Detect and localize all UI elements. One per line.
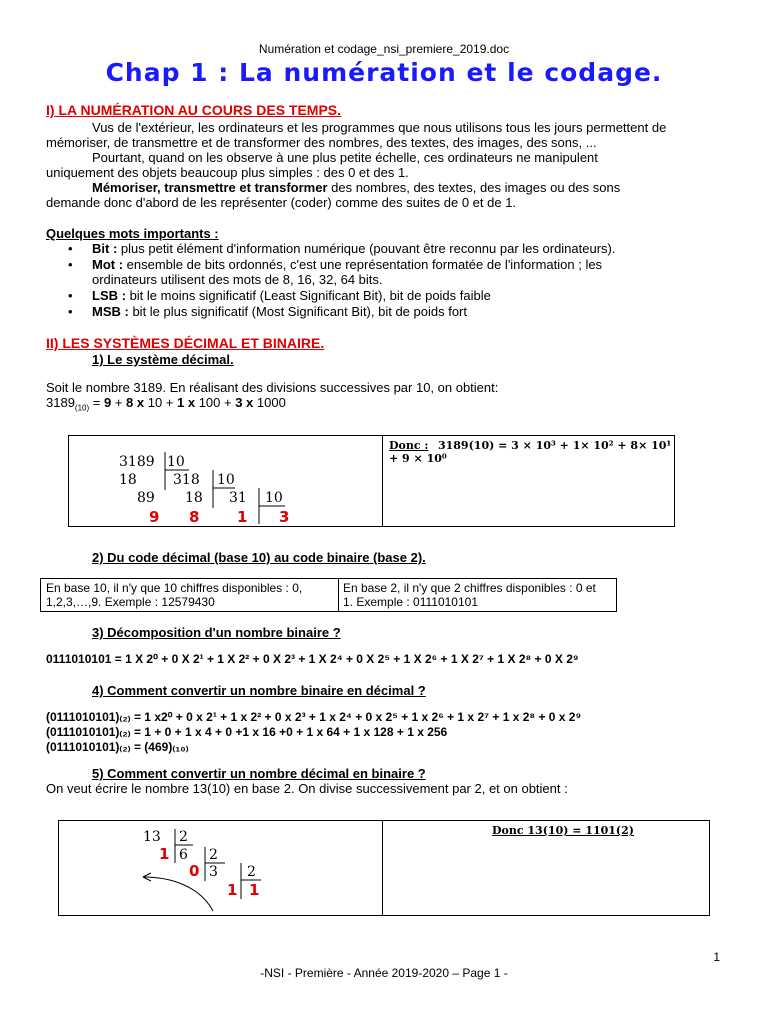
subsection-1-formula [46,395,286,413]
div-num: 3189 [119,454,155,470]
term-def: bit le plus significatif (Most Significant Bit), bit de poids fort [128,304,467,319]
term-label: Mot : [92,257,124,272]
terms-heading: Quelques mots importants : [46,226,219,241]
base-2-cell [343,581,596,609]
para-3b: demande donc d'abord de les représenter (coder) comme des suites de 0 et de 1. [46,195,517,210]
table-divider [338,579,339,611]
subsection-3-formula: 0111010101 = 1 X 2⁰ + 0 X 2¹ + 1 X 2² + 0 X 2³ + 1 X 2⁴ + 0 X 2⁵ + 1 X 2⁶ + 1 X 2⁷ + 1 X 2⁸ + 0 X 2⁹ [46,652,579,666]
subsection-4-lines [46,710,581,755]
binary-division-table [58,820,710,916]
term-label: Bit : [92,241,118,256]
formula-term: 1 x [177,395,196,410]
division-diagram-binary [129,825,349,913]
div-digit: 1 [159,845,170,863]
para-2b: uniquement des objets beaucoup plus simples : des 0 et des 1. [46,165,409,180]
document-title: Chap 1 : La numération et le codage. [105,58,663,87]
div-num: 3 [209,864,218,880]
para-1b: mémoriser, de transmettre et de transformer des nombres, des textes, des images, des sons, ... [46,135,597,150]
para-3 [46,180,736,195]
div-digit: 3 [279,508,290,524]
term-label: LSB : [92,288,126,303]
formula-op: 100 + [195,395,236,410]
formula-op: + [111,395,127,410]
div-num: 89 [137,490,155,506]
cell-line: En base 10, il n'y que 10 chiffres disponibles : 0, [46,581,303,595]
para-3-rest: des nombres, des textes, des images ou des sons [327,180,621,195]
donc-1-formula: 3189(10) = 3 × 10³ + 1× 10² + 8× 10¹ + 9 × 10⁰ [389,439,672,465]
div-digit: 9 [149,508,160,524]
div-digit: 8 [189,508,200,524]
term-def: bit le moins significatif (Least Significant Bit), bit de poids faible [125,288,491,303]
division-diagram-decimal [109,450,349,524]
bullet-icon: • [68,288,73,303]
table-divider [382,821,383,915]
div-num: 2 [179,829,188,845]
conversion-line: (0111010101)₍₂₎ = (469)₍₁₀₎ [46,740,189,754]
page-footer: -NSI - Première - Année 2019-2020 – Page 1 - [260,966,508,980]
div-num: 31 [229,490,247,506]
section-2-heading: II) LES SYSTÈMES DÉCIMAL ET BINAIRE. [46,335,325,351]
bullet-icon: • [68,257,73,272]
formula-op: 1000 [253,395,286,410]
formula-number: 3189 [46,395,75,410]
cell-line: En base 2, il n'y que 2 chiffres disponibles : 0 et [343,581,596,595]
conversion-line: (0111010101)₍₂₎ = 1 x2⁰ + 0 x 2¹ + 1 x 2² + 0 x 2³ + 1 x 2⁴ + 0 x 2⁵ + 1 x 2⁶ + 1 x 2⁷ + 1 x 2⁸ + 0 x 2⁹ [46,710,582,724]
term-label: MSB : [92,304,129,319]
para-2: Pourtant, quand on les observe à une plus petite échelle, ces ordinateurs ne manipulent [92,150,598,165]
div-num: 6 [179,847,188,863]
div-num: 10 [265,490,283,506]
subsection-2-heading: 2) Du code décimal (base 10) au code binaire (base 2). [92,550,426,565]
subsection-1-text: Soit le nombre 3189. En réalisant des divisions successives par 10, on obtient: [46,380,499,395]
div-num: 318 [173,472,200,488]
div-num: 18 [185,490,203,506]
bases-table [40,578,617,612]
donc-1-label: Donc : [389,439,429,452]
donc-1 [389,439,674,465]
div-num: 2 [209,847,218,863]
formula-base: (10) [74,403,90,413]
div-num: 18 [119,472,137,488]
bullet-icon: • [68,304,73,319]
div-digit: 1 [227,881,238,899]
document-filename: Numération et codage_nsi_premiere_2019.doc [258,42,510,56]
formula-eq: = [89,395,104,410]
div-num: 13 [143,829,161,845]
formula-term: 3 x [235,395,254,410]
formula-op: 10 + [144,395,178,410]
conversion-line: (0111010101)₍₂₎ = 1 + 0 + 1 x 4 + 0 +1 x 16 +0 + 1 x 64 + 1 x 128 + 1 x 256 [46,725,448,739]
section-1-heading: I) LA NUMÉRATION AU COURS DES TEMPS. [46,102,342,118]
formula-term: 9 [103,395,112,410]
page-number: 1 [713,950,720,964]
subsection-4-heading: 4) Comment convertir un nombre binaire en décimal ? [92,683,426,698]
cell-line: 1. Exemple : 0111010101 [343,595,478,609]
decimal-division-table [68,435,675,527]
para-1: Vus de l'extérieur, les ordinateurs et les programmes que nous utilisons tous les jours permettent de [92,120,667,135]
formula-term: 8 x [126,395,145,410]
section-1-body [46,120,736,210]
table-divider [382,436,383,526]
term-def: plus petit élément d'information numérique (pouvant être reconnu par les ordinateurs). [117,241,616,256]
div-num: 10 [217,472,235,488]
term-bit [46,241,736,256]
donc-2: Donc 13(10) = 1101(2) [492,824,634,837]
subsection-1-heading: 1) Le système décimal. [92,352,234,367]
cell-line: 1,2,3,…,9. Exemple : 12579430 [46,595,215,609]
div-num: 10 [167,454,185,470]
subsection-5-heading: 5) Comment convertir un nombre décimal en binaire ? [92,766,426,781]
term-def: ensemble de bits ordonnés, c'est une représentation formatée de l'information ; les [123,257,603,272]
bullet-icon: • [68,241,73,256]
terms-list [46,241,736,320]
subsection-3-heading: 3) Décomposition d'un nombre binaire ? [92,625,341,640]
div-digit: 1 [249,881,260,899]
base-10-cell [46,581,302,609]
div-digit: 0 [189,862,200,880]
term-def-continued: ordinateurs utilisent des mots de 8, 16, 32, 64 bits. [92,272,383,287]
term-mot [46,257,736,287]
div-num: 2 [247,864,256,880]
div-digit: 1 [237,508,248,524]
term-lsb [46,288,736,303]
term-msb [46,304,736,319]
subsection-5-text: On veut écrire le nombre 13(10) en base 2. On divise successivement par 2, et on obtient : [46,781,568,796]
para-3-bold: Mémoriser, transmettre et transformer [92,180,328,195]
